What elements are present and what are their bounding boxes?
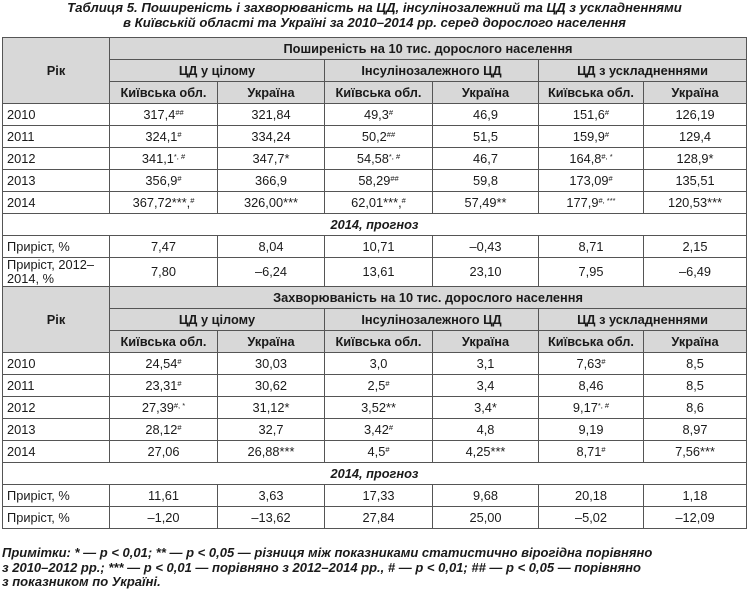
significance-mark: # — [388, 107, 394, 117]
cell-value: 3,4 — [476, 377, 495, 393]
cell-value: 321,84 — [251, 106, 291, 122]
cell-value: –13,62 — [251, 509, 291, 525]
significance-mark: # — [601, 356, 606, 366]
table-cell — [644, 126, 747, 148]
table-cell — [433, 485, 539, 507]
table-cell — [644, 485, 747, 507]
significance-mark: #, * — [601, 151, 613, 161]
table-cell — [644, 441, 747, 463]
table-cell — [325, 148, 433, 170]
table-cell — [644, 507, 747, 529]
row-label — [3, 485, 110, 507]
significance-mark: # — [190, 195, 195, 205]
cell-value: 177,9 — [566, 194, 599, 210]
cell-value: 347,7* — [252, 150, 290, 166]
table-cell — [325, 126, 433, 148]
significance-mark: # — [385, 444, 390, 454]
forecast-header: 2014, прогноз — [3, 463, 747, 485]
table-cell — [110, 353, 218, 375]
cell-value: 27,84 — [362, 509, 395, 525]
table-cell — [325, 236, 433, 258]
footnote-line-3: з показником по Україні. — [2, 574, 161, 589]
cell-value: 27,06 — [147, 443, 180, 459]
cell-value: 2013 — [7, 421, 36, 437]
cell-value: 8,5 — [686, 377, 704, 393]
cell-value: 366,9 — [254, 172, 288, 188]
table-cell — [433, 258, 539, 287]
cell-value: 23,31 — [145, 377, 178, 393]
table-cell — [539, 126, 644, 148]
cell-value: 26,88*** — [247, 443, 295, 459]
table-cell — [325, 170, 433, 192]
cell-value: 24,54 — [145, 355, 178, 371]
table-cell — [325, 192, 433, 214]
incidence-rows — [3, 353, 747, 463]
cell-value: 62,01***, — [351, 194, 402, 210]
cell-value: 2010 — [7, 106, 36, 122]
footnote-line-2: з 2010–2012 рр.; *** — р < 0,01 — порівняно з 2012–2014 рр., # — р < 0,01; ## — р < 0,05 — порівняно — [2, 559, 641, 575]
cell-value: 46,9 — [473, 106, 498, 122]
table-cell — [644, 419, 747, 441]
table-cell — [218, 148, 325, 170]
row-label — [3, 104, 110, 126]
row-label — [3, 192, 110, 214]
cell-value: 3,4* — [474, 399, 497, 415]
col-kyiv-header: Київська обл. — [539, 331, 644, 353]
table-cell — [325, 353, 433, 375]
cell-value: 8,71 — [576, 443, 602, 459]
table-row — [3, 397, 747, 419]
cell-value: 4,5 — [367, 443, 386, 459]
table-cell — [218, 126, 325, 148]
col-ukraine-header: Україна — [433, 82, 539, 104]
col-kyiv-header: Київська обл. — [325, 82, 433, 104]
significance-mark: ## — [386, 129, 396, 139]
prevalence-title: Поширеність на 10 тис. дорослого населення — [110, 38, 747, 60]
row-label — [3, 258, 110, 287]
cell-value: 1,18 — [682, 487, 708, 503]
significance-mark: # — [177, 378, 182, 388]
table-cell — [644, 353, 747, 375]
row-label — [3, 353, 110, 375]
cell-value: Приріст, % — [7, 509, 70, 525]
table-cell — [110, 441, 218, 463]
cell-value: 11,61 — [147, 487, 180, 503]
table-caption — [0, 1, 749, 30]
cell-value: 2,5 — [367, 377, 386, 393]
table-row — [3, 375, 747, 397]
table-cell — [218, 441, 325, 463]
cell-value: 151,6 — [572, 106, 605, 122]
significance-mark: # — [401, 195, 406, 205]
cell-value: 58,29 — [358, 172, 391, 188]
year-header: Рік — [3, 38, 110, 104]
cell-value: 23,10 — [469, 264, 502, 279]
cell-value: 17,33 — [362, 487, 395, 503]
cell-value: 9,19 — [578, 421, 604, 437]
row-label — [3, 375, 110, 397]
cell-value: 324,1 — [145, 128, 178, 144]
cell-value: 20,18 — [574, 487, 608, 503]
col-kyiv-header: Київська обл. — [110, 331, 218, 353]
table-cell — [644, 148, 747, 170]
cell-value: 2010 — [7, 355, 36, 371]
cell-value: 8,04 — [258, 238, 284, 254]
cell-value: 341,1 — [141, 150, 174, 166]
cell-value: 28,12 — [145, 421, 178, 437]
table-cell — [433, 397, 539, 419]
row-label — [3, 419, 110, 441]
table-cell — [433, 375, 539, 397]
col-ukraine-header: Україна — [644, 82, 747, 104]
significance-mark: #, * — [173, 400, 186, 410]
cell-value: 25,00 — [469, 509, 502, 525]
cell-value: 8,71 — [578, 238, 604, 254]
col-ukraine-header: Україна — [644, 331, 747, 353]
table-cell — [325, 441, 433, 463]
table-cell — [110, 258, 218, 287]
table-cell — [110, 126, 218, 148]
table-cell — [433, 148, 539, 170]
col-ukraine-header: Україна — [218, 82, 325, 104]
table-row — [3, 192, 747, 214]
table-cell — [110, 192, 218, 214]
cell-value: –5,02 — [574, 509, 608, 525]
table-cell — [433, 507, 539, 529]
table-cell — [539, 397, 644, 419]
cell-value: 164,8 — [569, 150, 602, 166]
table-cell — [539, 375, 644, 397]
significance-mark: *, # — [597, 400, 610, 410]
cell-value: 57,49** — [464, 194, 507, 210]
cell-value: 8,5 — [686, 355, 704, 371]
table-cell — [433, 170, 539, 192]
significance-mark: ## — [390, 173, 399, 183]
incidence-section — [3, 287, 747, 353]
footnote-line-1: Примітки: * — р < 0,01; ** — р < 0,05 — різниця між показниками статистично вірогідна порівняно — [2, 545, 653, 560]
incidence-title: Захворюваність на 10 тис. дорослого населення — [110, 287, 747, 309]
table-cell — [110, 419, 218, 441]
table-cell — [539, 192, 644, 214]
table-cell — [539, 258, 644, 287]
col-ukraine-header: Україна — [218, 331, 325, 353]
cell-value: 50,2 — [361, 128, 387, 144]
cell-value: 317,4 — [143, 106, 176, 122]
table-cell — [644, 236, 747, 258]
group-complications-header: ЦД з ускладненнями — [539, 309, 747, 331]
table-cell — [539, 507, 644, 529]
significance-mark: ## — [175, 107, 184, 117]
significance-mark: # — [608, 173, 613, 183]
significance-mark: # — [177, 356, 182, 366]
cell-value: 54,58 — [356, 150, 389, 166]
table-cell — [644, 375, 747, 397]
table-cell — [433, 192, 539, 214]
cell-value: 32,7 — [258, 421, 284, 437]
group-total-header: ЦД у цілому — [110, 309, 325, 331]
table-row — [3, 353, 747, 375]
table-cell — [218, 375, 325, 397]
cell-value: 128,9* — [676, 150, 714, 166]
cell-value: 334,24 — [251, 128, 291, 144]
table-cell — [325, 258, 433, 287]
cell-value: 2013 — [7, 172, 36, 188]
prevalence-section — [3, 38, 747, 104]
cell-value: 7,95 — [578, 264, 604, 279]
table-row — [3, 104, 747, 126]
cell-value: 8,46 — [578, 377, 604, 393]
group-insulin-header: Інсулінозалежного ЦД — [325, 60, 539, 82]
cell-value: Приріст, 2012–2014, % — [7, 257, 94, 286]
table-cell — [433, 126, 539, 148]
table-cell — [218, 104, 325, 126]
cell-value: 126,19 — [675, 106, 715, 122]
cell-value: 356,9 — [145, 172, 178, 188]
col-kyiv-header: Київська обл. — [110, 82, 218, 104]
row-label — [3, 397, 110, 419]
table-cell — [433, 353, 539, 375]
table-cell — [539, 419, 644, 441]
significance-mark: # — [388, 422, 394, 432]
group-total-header: ЦД у цілому — [110, 60, 325, 82]
caption-line-2: в Київській області та Україні за 2010–2014 рр. серед дорослого населення — [123, 14, 626, 30]
cell-value: 129,4 — [678, 128, 712, 144]
cell-value: Приріст, % — [7, 238, 70, 254]
cell-value: 51,5 — [473, 128, 498, 144]
cell-value: 2012 — [7, 150, 36, 166]
cell-value: 8,6 — [686, 399, 704, 415]
cell-value: 2014 — [7, 443, 36, 459]
table-cell — [539, 353, 644, 375]
table-cell — [325, 485, 433, 507]
cell-value: 120,53*** — [667, 194, 723, 210]
cell-value: 326,00*** — [243, 194, 299, 210]
forecast-header: 2014, прогноз — [3, 214, 747, 236]
table-cell — [325, 375, 433, 397]
table-cell — [433, 419, 539, 441]
table-row — [3, 258, 747, 287]
table-cell — [644, 397, 747, 419]
cell-value: 13,61 — [362, 264, 395, 279]
data-table — [2, 37, 747, 529]
cell-value: 3,0 — [369, 355, 388, 371]
table-cell — [218, 507, 325, 529]
table-cell — [218, 258, 325, 287]
table-cell — [218, 236, 325, 258]
table-cell — [110, 104, 218, 126]
significance-mark: # — [385, 378, 390, 388]
cell-value: 49,3 — [363, 106, 389, 122]
table-cell — [110, 397, 218, 419]
significance-mark: # — [177, 173, 182, 183]
incidence-growth — [3, 485, 747, 529]
significance-mark: #, *** — [598, 195, 616, 205]
table-cell — [110, 236, 218, 258]
significance-mark: *, # — [388, 151, 401, 161]
table-cell — [110, 375, 218, 397]
table-cell — [433, 104, 539, 126]
cell-value: –12,09 — [675, 509, 715, 525]
cell-value: 7,80 — [151, 264, 176, 279]
cell-value: 46,7 — [473, 150, 498, 166]
table-cell — [110, 148, 218, 170]
table-cell — [325, 507, 433, 529]
table-cell — [218, 397, 325, 419]
incidence-forecast — [3, 463, 747, 485]
cell-value: 2014 — [7, 194, 36, 210]
cell-value: 2012 — [7, 399, 36, 415]
table-row — [3, 441, 747, 463]
cell-value: 7,47 — [151, 238, 176, 254]
cell-value: 59,8 — [473, 172, 498, 188]
table-cell — [218, 419, 325, 441]
cell-value: –6,24 — [254, 264, 288, 279]
table-row — [3, 126, 747, 148]
row-label — [3, 507, 110, 529]
table-cell — [539, 441, 644, 463]
table-cell — [218, 353, 325, 375]
table-cell — [325, 419, 433, 441]
cell-value: 3,42 — [363, 421, 389, 437]
table-cell — [539, 236, 644, 258]
significance-mark: # — [177, 129, 182, 139]
row-label — [3, 148, 110, 170]
table-cell — [110, 485, 218, 507]
cell-value: 2011 — [7, 377, 35, 393]
cell-value: 135,51 — [675, 172, 715, 188]
cell-value: –1,20 — [147, 509, 180, 525]
row-label — [3, 441, 110, 463]
table-cell — [218, 170, 325, 192]
group-complications-header: ЦД з ускладненнями — [539, 60, 747, 82]
table-cell — [539, 485, 644, 507]
table-row — [3, 485, 747, 507]
cell-value: –0,43 — [469, 238, 502, 254]
cell-value: 30,03 — [254, 355, 288, 371]
table-cell — [539, 170, 644, 192]
table-row — [3, 170, 747, 192]
table-cell — [644, 104, 747, 126]
table-cell — [110, 170, 218, 192]
row-label — [3, 236, 110, 258]
cell-value: 7,56*** — [675, 443, 715, 459]
table-cell — [644, 258, 747, 287]
cell-value: 367,72***, — [132, 194, 191, 210]
cell-value: 9,68 — [473, 487, 498, 503]
cell-value: 31,12* — [252, 399, 290, 415]
table-cell — [325, 104, 433, 126]
cell-value: 10,71 — [362, 238, 395, 254]
cell-value: 2011 — [7, 128, 35, 144]
table-cell — [218, 485, 325, 507]
cell-value: Приріст, % — [7, 487, 70, 503]
row-label — [3, 126, 110, 148]
table-cell — [433, 441, 539, 463]
cell-value: 7,63 — [576, 355, 602, 371]
prevalence-rows — [3, 104, 747, 214]
cell-value: 2,15 — [682, 238, 708, 254]
table-cell — [539, 148, 644, 170]
table-row — [3, 148, 747, 170]
table-cell — [110, 507, 218, 529]
cell-value: 3,52** — [361, 399, 396, 415]
cell-value: 9,17 — [572, 399, 598, 415]
col-kyiv-header: Київська обл. — [539, 82, 644, 104]
cell-value: –6,49 — [678, 264, 712, 279]
table-cell — [644, 170, 747, 192]
col-ukraine-header: Україна — [433, 331, 539, 353]
year-header: Рік — [3, 287, 110, 353]
significance-mark: # — [604, 129, 610, 139]
cell-value: 159,9 — [572, 128, 605, 144]
col-kyiv-header: Київська обл. — [325, 331, 433, 353]
table-row — [3, 419, 747, 441]
group-insulin-header: Інсулінозалежного ЦД — [325, 309, 539, 331]
table-cell — [433, 236, 539, 258]
table-cell — [644, 192, 747, 214]
cell-value: 30,62 — [254, 377, 288, 393]
table-row — [3, 507, 747, 529]
significance-mark: # — [601, 444, 606, 454]
significance-mark: *, # — [173, 151, 186, 161]
table-cell — [325, 397, 433, 419]
significance-mark: # — [177, 422, 182, 432]
cell-value: 4,25*** — [465, 443, 506, 459]
cell-value: 173,09 — [569, 172, 609, 188]
caption-line-1: Таблиця 5. Поширеність і захворюваність на ЦД, інсулінозалежний та ЦД з ускладненнями — [67, 0, 682, 15]
cell-value: 27,39 — [141, 399, 174, 415]
table-cell — [539, 104, 644, 126]
table-row — [3, 236, 747, 258]
cell-value: 4,8 — [476, 421, 495, 437]
significance-mark: # — [604, 107, 610, 117]
cell-value: 3,63 — [258, 487, 284, 503]
table-cell — [218, 192, 325, 214]
prevalence-growth — [3, 236, 747, 287]
cell-value: 8,97 — [682, 421, 708, 437]
cell-value: 3,1 — [476, 355, 495, 371]
prevalence-forecast — [3, 214, 747, 236]
row-label — [3, 170, 110, 192]
footnotes — [2, 546, 746, 590]
